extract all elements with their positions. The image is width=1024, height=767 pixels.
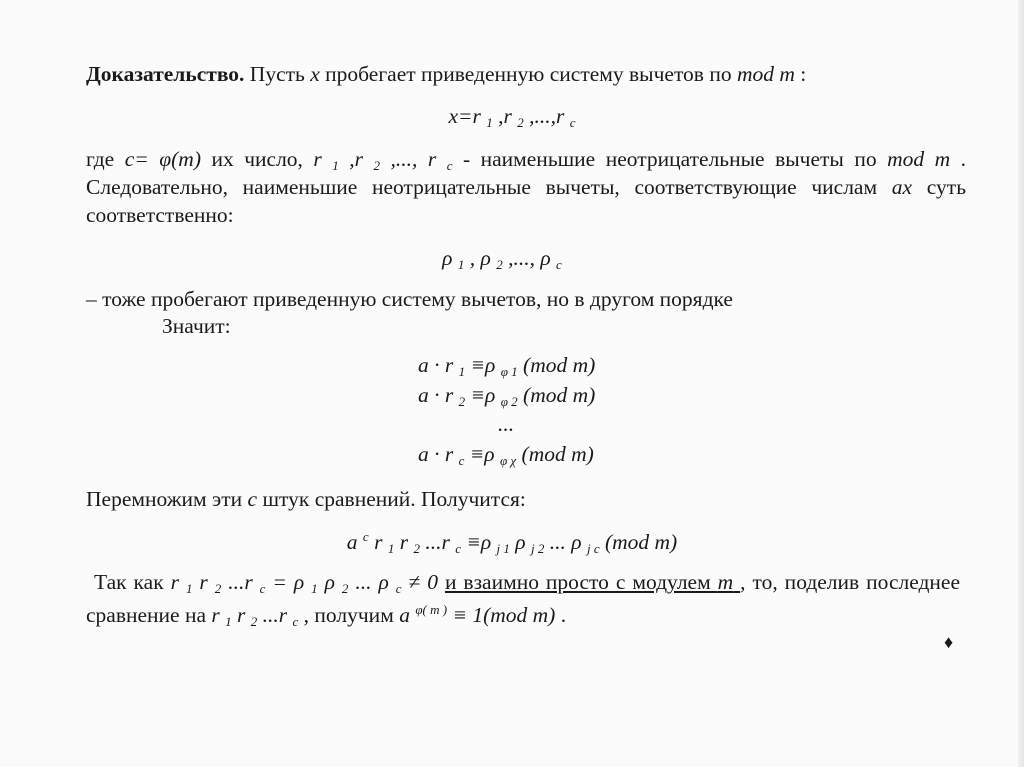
- congruence-2: a · r $_2$ ≡ρ $_{\varphi 2}$ (mod m): [418, 383, 596, 409]
- proof-intro: [86, 60, 966, 88]
- proof-intro-text: Пусть x пробегает приведенную систему вычетов по mod m :: [249, 62, 807, 86]
- paragraph-4-line-1: Так как r $_1$ r $_2$ ...r $_c$ = ρ $_1$ ρ $_2$ ... ρ $_c$ ≠ 0 и взаимно просто с модулем m , то, поделив последнее: [94, 570, 961, 596]
- paragraph-3: Перемножим эти c штук сравнений. Получится:: [86, 487, 526, 511]
- congruence-c: a · r $_c$ ≡ρ $_{\varphi \chi}$ (mod m): [418, 442, 594, 468]
- equation-rho-residues: ρ $_1$ , ρ $_2$ ,..., ρ $_c$: [442, 246, 562, 272]
- proof-heading: Доказательство.: [86, 62, 245, 86]
- paragraph-2-line-2: Значит:: [162, 314, 231, 338]
- paragraph-1-line-3: соответственно:: [86, 203, 234, 227]
- paragraph-4-line-2: сравнение на r $_1$ r $_2$ ...r $_c$ , получим a $^{\varphi( m )}$ ≡ 1(mod m) .: [86, 602, 567, 629]
- congruence-ellipsis: ...: [498, 412, 515, 436]
- equation-product: a $^c$ r $_1$ r $_2$ ...r $_c$ ≡ρ $_{j 1}$ ρ $_{j 2}$ ... ρ $_{j c}$ (mod m): [346, 529, 678, 556]
- paragraph-2-line-1: – тоже пробегают приведенную систему вычетов, но в другом порядке: [86, 287, 733, 311]
- paragraph-1-line-2: Следовательно, наименьшие неотрицательные вычеты, соответствующие числам ax суть: [86, 175, 966, 199]
- equation-x-residues: x=r $_1$ ,r $_2$ ,...,r $_c$: [448, 104, 576, 130]
- congruence-1: a · r $_1$ ≡ρ $_{\varphi 1}$ (mod m): [418, 353, 596, 379]
- paragraph-1-line-1: где c= φ(m) их число, r $_1$ ,r $_2$ ,..., r $_c$ - наименьшие неотрицательные вычеты по mod m .: [86, 147, 967, 173]
- end-of-proof-mark: ♦: [944, 632, 954, 652]
